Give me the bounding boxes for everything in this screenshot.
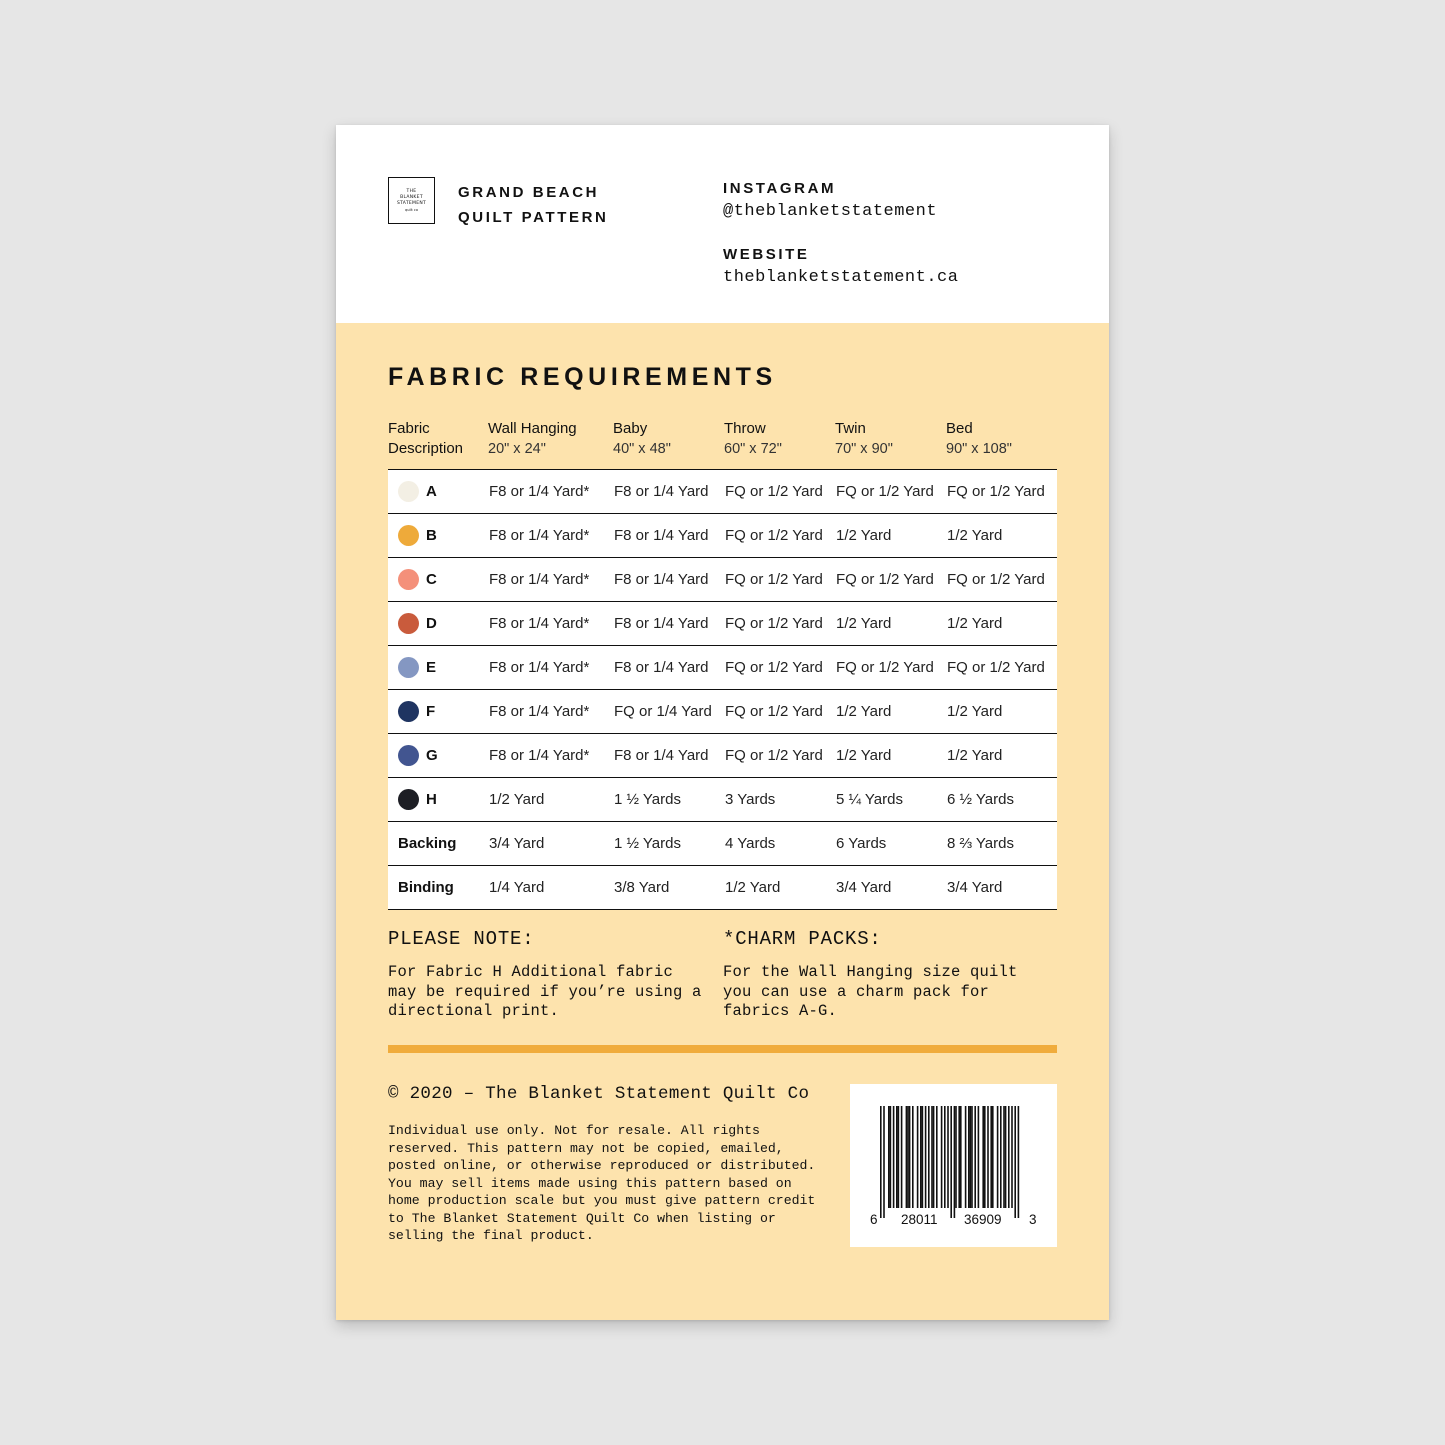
column-name: Bed <box>946 420 973 437</box>
instagram-handle[interactable]: @theblanketstatement <box>723 202 938 221</box>
brand-logo <box>388 177 435 224</box>
barcode-bar <box>1000 1106 1002 1208</box>
table-cell: 1/2 Yard <box>836 703 892 720</box>
table-header <box>388 419 1057 469</box>
header-panel <box>336 125 1109 323</box>
table-cell: 8 ⅔ Yards <box>947 835 1014 852</box>
charm-packs-heading: *CHARM PACKS: <box>723 928 882 950</box>
accent-divider <box>388 1045 1057 1053</box>
table-row <box>388 646 1057 690</box>
table-cell: 3 Yards <box>725 791 776 808</box>
fabric-label: C <box>426 571 437 588</box>
barcode-bar <box>898 1106 900 1208</box>
table-cell: FQ or 1/2 Yard <box>836 571 934 588</box>
table-cell: 1/2 Yard <box>836 747 892 764</box>
website-label: WEBSITE <box>723 246 810 263</box>
barcode-bar <box>947 1106 949 1208</box>
table-cell: 1/2 Yard <box>725 879 781 896</box>
barcode-bar <box>1014 1106 1016 1218</box>
table-cell: FQ or 1/2 Yard <box>836 483 934 500</box>
barcode-bar <box>906 1106 908 1208</box>
barcode-bar <box>941 1106 943 1208</box>
table-cell: 1 ½ Yards <box>614 791 681 808</box>
column-size: 40" x 48" <box>613 441 671 457</box>
pattern-title-line: QUILT PATTERN <box>458 209 609 226</box>
barcode-bar <box>907 1106 909 1208</box>
barcode-bar <box>888 1106 890 1208</box>
barcode-bar <box>936 1106 938 1208</box>
barcode-bar <box>880 1106 882 1218</box>
barcode-bar <box>990 1106 992 1208</box>
barcode-bar <box>987 1106 989 1208</box>
barcode-bar <box>917 1106 919 1208</box>
table-cell: 1/2 Yard <box>947 703 1003 720</box>
fabric-label: E <box>426 659 437 676</box>
pattern-title <box>458 180 608 230</box>
barcode-digit-group: 28011 <box>901 1212 938 1227</box>
barcode-bar <box>893 1106 895 1208</box>
column-size: 60" x 72" <box>724 441 782 457</box>
fabric-label: H <box>426 791 437 808</box>
barcode-bar <box>982 1106 984 1208</box>
table-cell: F8 or 1/4 Yard <box>614 747 709 764</box>
barcode-bar <box>978 1106 980 1208</box>
table-row <box>388 602 1057 646</box>
table-cell: FQ or 1/2 Yard <box>725 483 823 500</box>
table-cell: F8 or 1/4 Yard <box>614 615 709 632</box>
column-size: 20" x 24" <box>488 441 546 457</box>
table-cell: 3/4 Yard <box>947 879 1003 896</box>
barcode-bar <box>992 1106 994 1208</box>
table-cell: FQ or 1/2 Yard <box>836 659 934 676</box>
barcode-bar <box>970 1106 972 1208</box>
barcode-bar <box>1018 1106 1020 1218</box>
instagram-block <box>723 178 937 224</box>
table-cell: F8 or 1/4 Yard* <box>489 659 590 676</box>
table-cell: FQ or 1/2 Yard <box>947 659 1045 676</box>
table-cell: 1/2 Yard <box>947 747 1003 764</box>
barcode-bar <box>933 1106 935 1208</box>
barcode-bar <box>922 1106 924 1208</box>
column-header <box>488 419 577 459</box>
fabric-color-swatch <box>398 569 419 590</box>
fabric-label: G <box>426 747 438 764</box>
fabric-color-swatch <box>398 701 419 722</box>
column-name: Throw <box>724 420 766 437</box>
table-cell: FQ or 1/2 Yard <box>725 527 823 544</box>
table-cell: F8 or 1/4 Yard* <box>489 747 590 764</box>
column-name: Fabric <box>388 420 430 437</box>
fabric-label: Binding <box>398 879 454 896</box>
fabric-color-swatch <box>398 789 419 810</box>
table-cell: F8 or 1/4 Yard <box>614 483 709 500</box>
barcode-bar <box>925 1106 927 1208</box>
table-cell: 3/8 Yard <box>614 879 670 896</box>
table-cell: FQ or 1/2 Yard <box>947 483 1045 500</box>
barcode <box>850 1084 1057 1247</box>
table-cell: F8 or 1/4 Yard <box>614 571 709 588</box>
table-cell: 6 Yards <box>836 835 887 852</box>
table-cell: FQ or 1/2 Yard <box>725 659 823 676</box>
barcode-bar <box>965 1106 967 1208</box>
barcode-bar <box>1003 1106 1005 1208</box>
column-name: Baby <box>613 420 648 437</box>
barcode-bar <box>1005 1106 1007 1208</box>
fabric-table <box>388 469 1057 910</box>
table-cell: F8 or 1/4 Yard <box>614 527 709 544</box>
fabric-color-swatch <box>398 525 419 546</box>
barcode-bar <box>920 1106 922 1208</box>
fabric-label: Backing <box>398 835 457 852</box>
logo-line: STATEMENT <box>396 200 427 206</box>
table-cell: 1/2 Yard <box>489 791 545 808</box>
fabric-color-swatch <box>398 745 419 766</box>
barcode-bar <box>955 1106 957 1208</box>
barcode-bar <box>901 1106 903 1208</box>
fabric-color-swatch <box>398 481 419 502</box>
logo-line: BLANKET <box>400 194 423 200</box>
barcode-bar <box>974 1106 976 1208</box>
column-header <box>613 419 671 459</box>
barcode-bar <box>1008 1106 1010 1208</box>
column-header <box>388 419 463 459</box>
column-header <box>724 419 782 459</box>
barcode-digit-group: 6 <box>870 1212 878 1227</box>
table-cell: 5 ¼ Yards <box>836 791 903 808</box>
barcode-bar <box>896 1106 898 1208</box>
table-row <box>388 558 1057 602</box>
barcode-bar <box>968 1106 970 1208</box>
table-cell: 1/4 Yard <box>489 879 545 896</box>
table-cell: 1/2 Yard <box>836 615 892 632</box>
pattern-back-cover <box>336 125 1109 1320</box>
barcode-digit-group: 36909 <box>964 1212 1002 1227</box>
website-link[interactable]: theblanketstatement.ca <box>723 268 959 287</box>
table-cell: F8 or 1/4 Yard* <box>489 703 590 720</box>
website-block <box>723 244 958 290</box>
table-cell: 3/4 Yard <box>489 835 545 852</box>
table-row <box>388 734 1057 778</box>
barcode-bar <box>909 1106 911 1208</box>
table-cell: F8 or 1/4 Yard* <box>489 483 590 500</box>
table-cell: 1 ½ Yards <box>614 835 681 852</box>
barcode-bar <box>928 1106 930 1208</box>
table-cell: 1/2 Yard <box>836 527 892 544</box>
barcode-bar <box>954 1106 956 1218</box>
table-cell: F8 or 1/4 Yard* <box>489 615 590 632</box>
fabric-color-swatch <box>398 613 419 634</box>
please-note-heading: PLEASE NOTE: <box>388 928 535 950</box>
table-cell: 6 ½ Yards <box>947 791 1014 808</box>
table-cell: F8 or 1/4 Yard <box>614 659 709 676</box>
barcode-bars <box>850 1084 1057 1247</box>
column-header <box>946 419 1012 459</box>
charm-packs-body: For the Wall Hanging size quilt you can use a charm pack for fabrics A-G. <box>723 963 1018 1020</box>
table-cell: FQ or 1/4 Yard <box>614 703 712 720</box>
barcode-bar <box>883 1106 885 1218</box>
fabric-label: B <box>426 527 437 544</box>
legal-text: Individual use only. Not for resale. All rights reserved. This pattern may not be copied, emailed, posted online, or otherwise reproduced or distributed. You may sell items made using this pattern based on home production scale but you must give pattern credit to The Blanket Statement Quilt Co when listing or selling the final product. <box>388 1123 816 1243</box>
barcode-bar <box>971 1106 973 1208</box>
logo-line: THE <box>406 188 417 194</box>
table-cell: 4 Yards <box>725 835 776 852</box>
table-cell: FQ or 1/2 Yard <box>725 571 823 588</box>
please-note-body: For Fabric H Additional fabric may be required if you’re using a directional print. <box>388 963 702 1020</box>
fabric-color-swatch <box>398 657 419 678</box>
table-row <box>388 514 1057 558</box>
barcode-bar <box>944 1106 946 1208</box>
column-header <box>835 419 893 459</box>
fabric-label: A <box>426 483 437 500</box>
barcode-bar <box>1011 1106 1013 1208</box>
pattern-title-line: GRAND BEACH <box>458 184 600 201</box>
barcode-bar <box>984 1106 986 1208</box>
instagram-label: INSTAGRAM <box>723 180 837 197</box>
barcode-bar <box>890 1106 892 1208</box>
table-cell: 1/2 Yard <box>947 615 1003 632</box>
table-row <box>388 822 1057 866</box>
table-row <box>388 778 1057 822</box>
logo-line: quilt co <box>405 207 418 212</box>
table-cell: 1/2 Yard <box>947 527 1003 544</box>
table-row <box>388 470 1057 514</box>
table-cell: F8 or 1/4 Yard* <box>489 527 590 544</box>
section-title: FABRIC REQUIREMENTS <box>388 363 777 391</box>
barcode-digit-group: 3 <box>1029 1212 1037 1227</box>
table-cell: FQ or 1/2 Yard <box>725 747 823 764</box>
column-name: Twin <box>835 420 866 437</box>
table-cell: 3/4 Yard <box>836 879 892 896</box>
table-row <box>388 866 1057 910</box>
table-cell: F8 or 1/4 Yard* <box>489 571 590 588</box>
column-size: Description <box>388 440 464 457</box>
table-cell: FQ or 1/2 Yard <box>947 571 1045 588</box>
table-cell: FQ or 1/2 Yard <box>725 615 823 632</box>
table-cell: FQ or 1/2 Yard <box>725 703 823 720</box>
copyright-line: © 2020 – The Blanket Statement Quilt Co <box>388 1084 810 1104</box>
column-size: 90" x 108" <box>946 441 1012 457</box>
column-name: Wall Hanging <box>488 420 577 437</box>
column-size: 70" x 90" <box>835 441 893 457</box>
barcode-bar <box>960 1106 962 1208</box>
fabric-label: F <box>426 703 436 720</box>
barcode-bar <box>997 1106 999 1208</box>
barcode-bar <box>931 1106 933 1208</box>
barcode-bar <box>912 1106 914 1208</box>
barcode-bar <box>950 1106 952 1218</box>
fabric-label: D <box>426 615 437 632</box>
table-row <box>388 690 1057 734</box>
barcode-bar <box>958 1106 960 1208</box>
